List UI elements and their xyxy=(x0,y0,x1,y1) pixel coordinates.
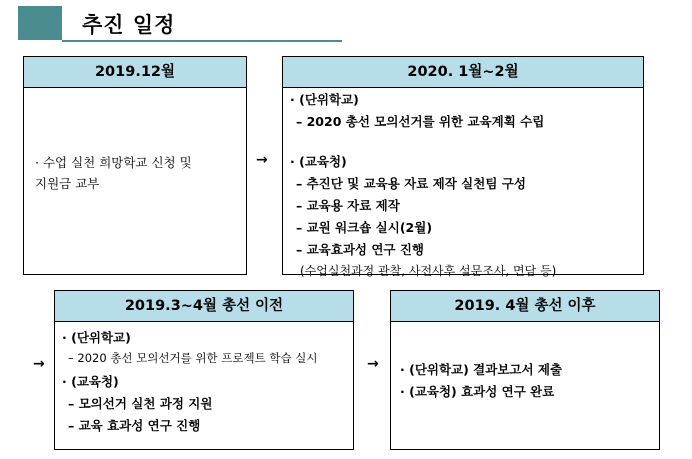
box-line: – 교원 워크숍 실시(2월) xyxy=(296,220,433,235)
box-line: – 2020 총선 모의선거를 위한 교육계획 수립 xyxy=(296,114,545,129)
arrow-right-icon: → xyxy=(256,152,268,168)
box-line: (수업실천과정 관찰, 사전사후 설문조사, 면담 등) xyxy=(300,264,557,278)
box-line: – 교육효과성 연구 진행 xyxy=(296,242,424,257)
box-line: – 교육 효과성 연구 진행 xyxy=(68,418,201,433)
box-line: · (교육청) 효과성 연구 완료 xyxy=(400,384,555,399)
box-header: 2019. 4월 총선 이후 xyxy=(391,291,659,322)
box-line: · (단위학교) xyxy=(290,92,359,107)
box-line: · (단위학교) 결과보고서 제출 xyxy=(400,362,563,377)
box-line: – 2020 총선 모의선거를 위한 프로젝트 학습 실시 xyxy=(68,351,318,365)
page-title: 추진 일정 xyxy=(82,13,176,37)
box-body xyxy=(283,88,643,278)
title-accent-block xyxy=(18,6,62,40)
title-underline xyxy=(62,40,342,42)
box-line: · (단위학교) xyxy=(62,330,131,345)
box-body xyxy=(24,88,246,274)
schedule-box-jan-feb-2020 xyxy=(282,56,644,278)
box-line: · (교육청) xyxy=(62,374,119,389)
arrow-right-icon: → xyxy=(367,356,379,372)
schedule-box-dec-2019 xyxy=(23,56,247,275)
box-body xyxy=(55,322,353,449)
box-line: · 수업 실천 희망학교 신청 및 xyxy=(35,155,192,170)
schedule-box-after-election xyxy=(390,290,660,450)
box-line: – 교육용 자료 제작 xyxy=(296,198,400,213)
arrow-right-icon: → xyxy=(33,356,45,372)
section-title xyxy=(18,6,342,42)
box-line: · (교육청) xyxy=(290,154,347,169)
box-line: 지원금 교부 xyxy=(35,176,100,191)
box-body xyxy=(391,322,659,449)
box-header: 2019.3~4월 총선 이전 xyxy=(55,291,353,322)
schedule-box-before-election xyxy=(54,290,354,450)
box-line: – 모의선거 실천 과정 지원 xyxy=(68,396,213,411)
box-header: 2020. 1월~2월 xyxy=(283,57,643,88)
box-line: – 추진단 및 교육용 자료 제작 실천팀 구성 xyxy=(296,176,526,191)
box-header: 2019.12월 xyxy=(24,57,246,88)
